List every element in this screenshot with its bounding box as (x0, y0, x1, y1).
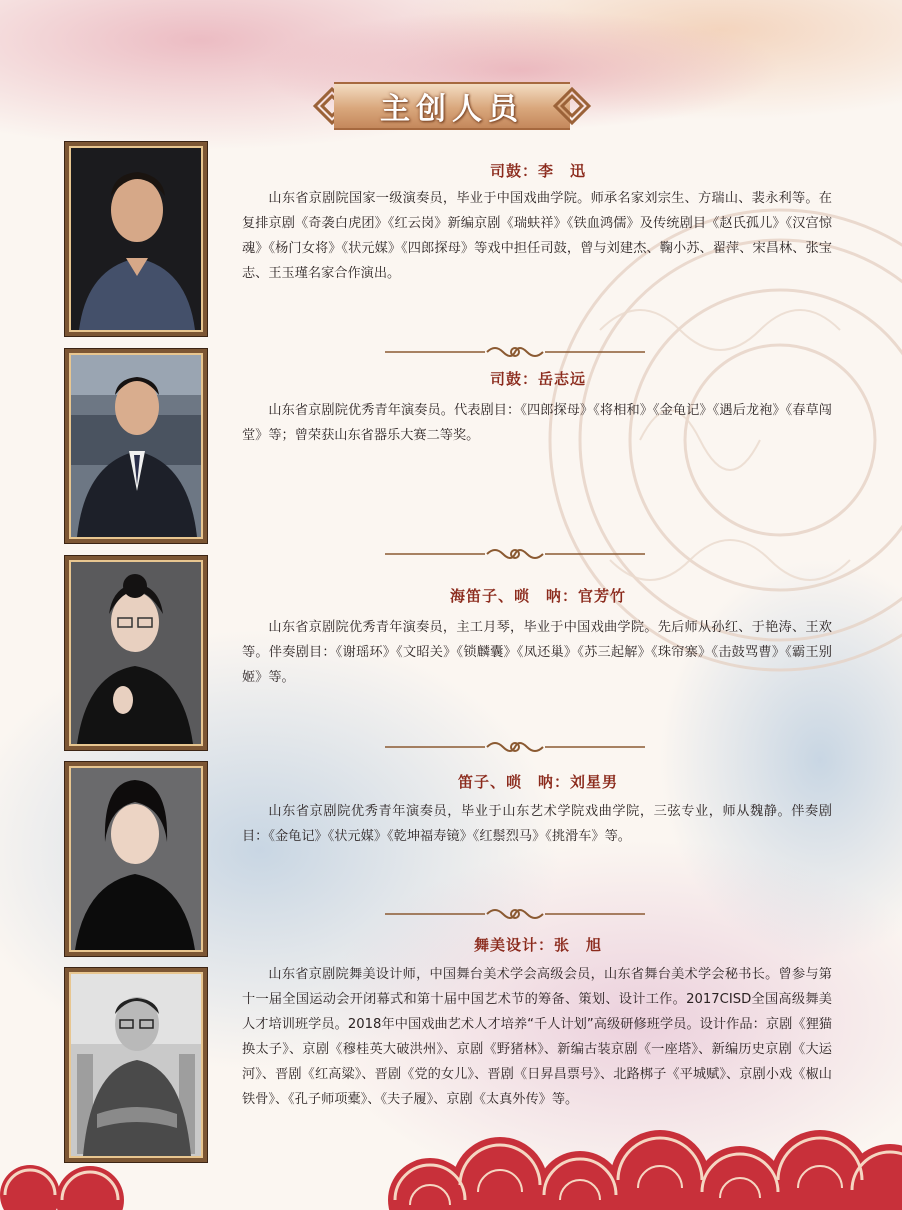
member-bio: 山东省京剧院国家一级演奏员，毕业于中国戏曲学院。师承名家刘宗生、方瑞山、裴永利等。在复排京剧《奇袭白虎团》《红云岗》新编京剧《瑞蚨祥》《铁血鸿儒》及传统剧目《赵氏孤儿》《汉宫惊魂》《杨门女将》《状元媒》《四郎探母》等戏中担任司鼓，曾与刘建杰、鞠小苏、翟萍、宋昌林、张宝志、王玉瑾名家合作演出。 (242, 191, 832, 281)
portrait-woman-icon (71, 768, 201, 950)
portrait-photo (64, 967, 208, 1163)
portrait-woman-icon (71, 562, 201, 744)
portrait-man-icon (71, 974, 201, 1156)
ornament-knot-right-icon (552, 86, 592, 126)
member-role-name: 司鼓：李 迅 (489, 162, 586, 180)
divider-ornament-icon (385, 342, 645, 362)
title-banner (312, 82, 592, 130)
member-bio: 山东省京剧院优秀青年演奏员，主工月琴，毕业于中国戏曲学院。先后师从孙红、于艳涛、王欢等。伴奏剧目：《谢瑶环》《文昭关》《锁麟囊》《凤还巢》《苏三起解》《珠帘寨》《击鼓骂曹》《霸王别姬》等。 (242, 620, 832, 685)
portrait-photo (64, 761, 208, 957)
portrait-man-icon (71, 148, 201, 330)
member-bio: 山东省京剧院舞美设计师，中国舞台美术学会高级会员，山东省舞台美术学会秘书长。曾参与第十一届全国运动会开闭幕式和第十届中国艺术节的筹备、策划、设计工作。2017CISD全国高级舞美人才培训班学员。2018年中国戏曲艺术人才培养“千人计划”高级研修班学员。设计作品：京剧《狸猫换太子》、京剧《穆桂英大破洪州》、京剧《野猪林》、新编古装京剧《一座塔》、新编历史京剧《大运河》、晋剧《红高粱》、晋剧《党的女儿》、晋剧《日昇昌票号》、北路梆子《平城赋》、京剧小戏《椒山铁骨》、《孔子师项橐》、《夫子履》、京剧《太真外传》等。 (242, 967, 832, 1107)
page-title: 主创人员 (380, 92, 524, 127)
portrait-photo (64, 141, 208, 337)
portrait-photo (64, 555, 208, 751)
divider-ornament-icon (385, 737, 645, 757)
divider-ornament-icon (385, 544, 645, 564)
member-role-name: 笛子、唢 呐：刘星男 (457, 773, 618, 791)
member-role-name: 司鼓：岳志远 (489, 370, 586, 388)
member-bio: 山东省京剧院优秀青年演奏员，毕业于山东艺术学院戏曲学院，三弦专业，师从魏静。伴奏剧目：《金龟记》《状元媒》《乾坤福寿镜》《红鬃烈马》《挑滑车》等。 (242, 804, 832, 844)
member-role-name: 舞美设计：张 旭 (473, 936, 602, 954)
divider-ornament-icon (385, 904, 645, 924)
title-plaque (334, 82, 570, 130)
portrait-photo (64, 348, 208, 544)
portrait-man-icon (71, 355, 201, 537)
member-bio: 山东省京剧院优秀青年演奏员。代表剧目：《四郎探母》《将相和》《金龟记》《遇后龙袍》《春草闯堂》等；曾荣获山东省器乐大赛二等奖。 (242, 403, 832, 443)
member-role-name: 海笛子、唢 呐：官芳竹 (449, 587, 626, 605)
